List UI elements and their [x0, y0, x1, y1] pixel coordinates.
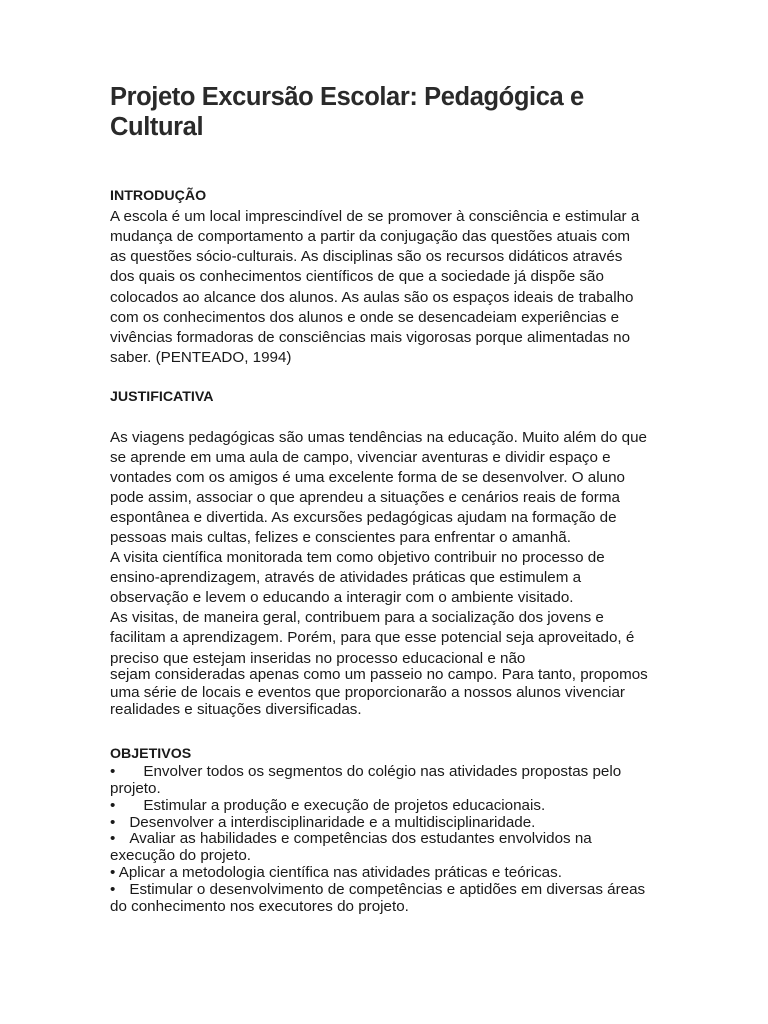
justificativa-line: realidades e situações diversificadas.	[110, 701, 362, 718]
intro-line: saber. (PENTEADO, 1994)	[110, 349, 292, 366]
justificativa-line: vontades com os amigos é uma excelente forma de se desenvolver. O aluno	[110, 469, 625, 486]
objetivos-heading: OBJETIVOS	[110, 746, 192, 762]
justificativa-line: A visita científica monitorada tem como objetivo contribuir no processo de	[110, 549, 605, 566]
justificativa-line: observação e levem o educando a interagir com o ambiente visitado.	[110, 589, 574, 606]
justificativa-line: se aprende em uma aula de campo, vivenciar aventuras e dividir espaço e	[110, 449, 611, 466]
objetivo-text: Desenvolver a interdisciplinaridade e a multidisciplinaridade.	[129, 814, 536, 831]
justificativa-line: sejam consideradas apenas como um passeio no campo. Para tanto, propomos	[110, 666, 648, 683]
objetivo-text: Envolver todos os segmentos do colégio nas atividades propostas pelo	[143, 763, 622, 780]
objetivo-text: Aplicar a metodologia científica nas atividades práticas e teóricas.	[118, 864, 562, 881]
bullet-glyph: •	[110, 864, 116, 881]
justificativa-line: pode assim, associar o que aprendeu a situações e cenários reais de forma	[110, 489, 620, 506]
justificativa-line: espontânea e divertida. As excursões pedagógicas ajudam na formação de	[110, 509, 617, 526]
objetivos-continuation: projeto.	[110, 780, 161, 797]
bullet-glyph: •	[110, 763, 116, 780]
intro-line: vivências formadoras de consciências mais vigorosas porque alimentadas no	[110, 329, 631, 346]
justificativa-line: uma série de locais e eventos que proporcionarão a nossos alunos vivenciar	[110, 684, 625, 701]
justificativa-line: facilitam a aprendizagem. Porém, para que esse potencial seja aproveitado, é	[110, 629, 635, 646]
intro-line: as questões sócio-culturais. As disciplinas são os recursos didáticos através	[110, 248, 623, 265]
intro-line: dos quais os conhecimentos científicos de que a sociedade já dispõe são	[110, 268, 604, 285]
justificativa-heading: JUSTIFICATIVA	[110, 389, 214, 405]
objetivos-continuation: execução do projeto.	[110, 847, 252, 864]
objetivo-text: Estimular a produção e execução de projetos educacionais.	[143, 797, 546, 814]
intro-line: com os conhecimentos dos alunos e onde se desencadeiam experiências e	[110, 309, 620, 326]
objetivo-text: Estimular o desenvolvimento de competências e aptidões em diversas áreas	[129, 881, 646, 898]
objetivos-bullet-item	[110, 762, 621, 781]
bullet-glyph: •	[110, 881, 116, 898]
objetivos-continuation: do conhecimento nos executores do projeto.	[110, 898, 409, 915]
justificativa-line: preciso que estejam inseridas no processo educacional e não	[110, 650, 526, 667]
intro-line: mudança de comportamento a partir da conjugação das questões atuais com	[110, 228, 631, 245]
intro-heading: INTRODUÇÃO	[110, 188, 207, 204]
document-title: Projeto Excursão Escolar: Pedagógica e Cultural	[110, 83, 584, 141]
intro-line: A escola é um local imprescindível de se promover à consciência e estimular a	[110, 208, 640, 225]
justificativa-line: As viagens pedagógicas são umas tendências na educação. Muito além do que	[110, 429, 647, 446]
objetivo-text: Avaliar as habilidades e competências dos estudantes envolvidos na	[129, 830, 592, 847]
justificativa-line: ensino-aprendizagem, através de atividades práticas que estimulem a	[110, 569, 582, 586]
bullet-glyph: •	[110, 830, 116, 847]
intro-line: colocados ao alcance dos alunos. As aulas são os espaços ideais de trabalho	[110, 289, 634, 306]
justificativa-line: As visitas, de maneira geral, contribuem para a socialização dos jovens e	[110, 609, 604, 626]
bullet-glyph: •	[110, 814, 116, 831]
justificativa-line: pessoas mais cultas, felizes e conscientes para enfrentar o amanhã.	[110, 529, 571, 546]
bullet-glyph: •	[110, 797, 116, 814]
